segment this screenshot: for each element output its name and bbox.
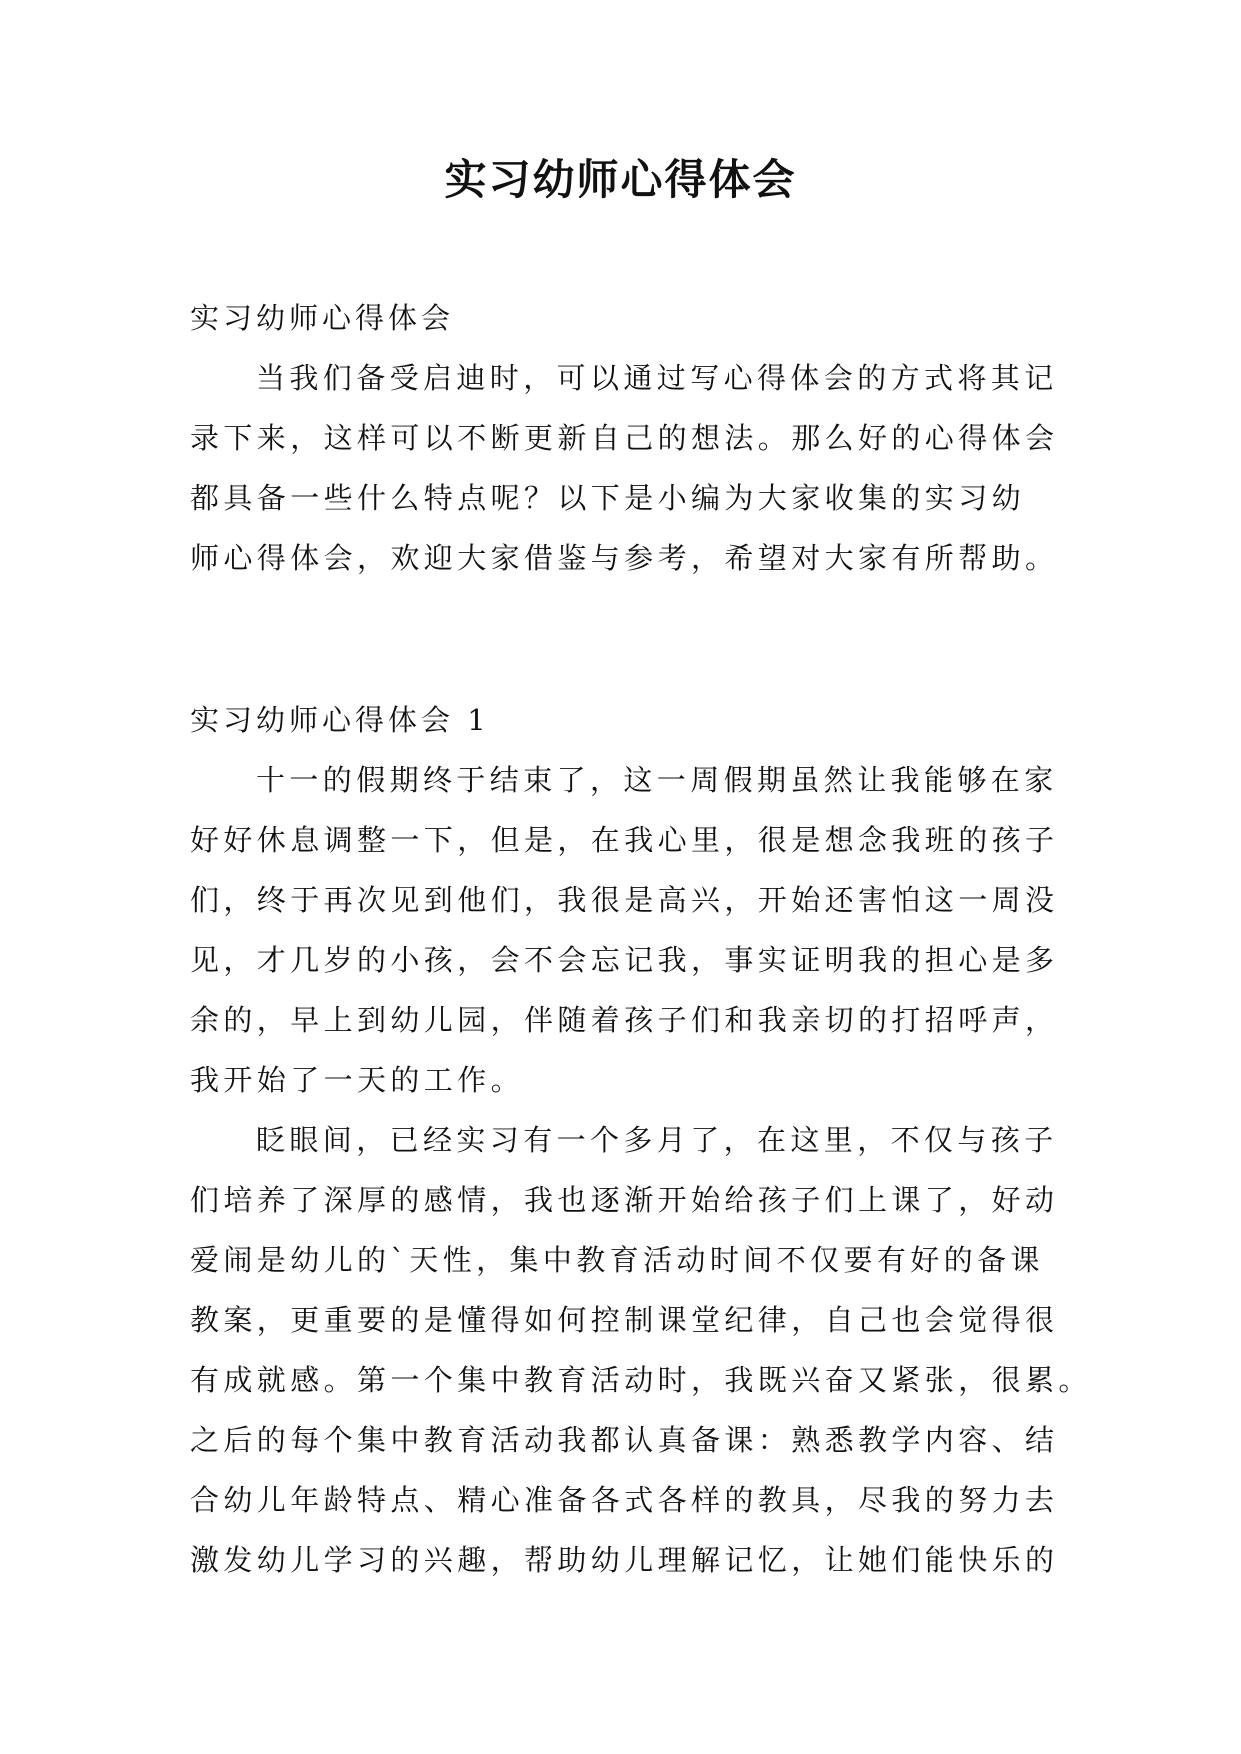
section-1-paragraph-2 [190,1110,1092,1590]
intro-line: 当我们备受启迪时，可以通过写心得体会的方式将其记 [256,361,1058,395]
paragraph-line: 爱闹是幼儿的`天性，集中教育活动时间不仅要有好的备课 [190,1243,1044,1277]
paragraph-line: 好好休息调整一下，但是，在我心里，很是想念我班的孩子 [190,823,1059,857]
section-1-paragraph-1 [190,750,1070,1110]
paragraph-line: 教案，更重要的是懂得如何控制课堂纪律，自己也会觉得很 [190,1303,1059,1337]
paragraph-line: 们培养了深厚的感情，我也逐渐开始给孩子们上课了，好动 [190,1183,1059,1217]
section-1-heading: 实习幼师心得体会 1 [190,703,490,737]
document-title: 实习幼师心得体会 [444,155,797,204]
intro-heading: 实习幼师心得体会 [190,301,455,335]
intro-line: 都具备一些什么特点呢？以下是小编为大家收集的实习幼 [190,481,1026,515]
paragraph-line: 余的，早上到幼儿园，伴随着孩子们和我亲切的打招呼声， [190,1003,1059,1037]
intro-line: 师心得体会，欢迎大家借鉴与参考，希望对大家有所帮助。 [190,541,1059,575]
intro-line: 录下来，这样可以不断更新自己的想法。那么好的心得体会 [190,421,1059,455]
paragraph-line: 有成就感。第一个集中教育活动时，我既兴奋又紧张，很累。 [190,1363,1092,1397]
paragraph-line: 我开始了一天的工作。 [190,1063,525,1097]
intro-section [190,288,1070,588]
paragraph-line: 们，终于再次见到他们，我很是高兴，开始还害怕这一周没 [190,883,1059,917]
paragraph-line: 之后的每个集中教育活动我都认真备课：熟悉教学内容、结 [190,1423,1059,1457]
paragraph-line: 合幼儿年龄特点、精心准备各式各样的教具，尽我的努力去 [190,1483,1059,1517]
paragraph-line: 十一的假期终于结束了，这一周假期虽然让我能够在家 [256,763,1058,797]
paragraph-line: 激发幼儿学习的兴趣，帮助幼儿理解记忆，让她们能快乐的 [190,1543,1059,1577]
paragraph-line: 眨眼间，已经实习有一个多月了，在这里，不仅与孩子 [256,1123,1058,1157]
paragraph-line: 见，才几岁的小孩，会不会忘记我，事实证明我的担心是多 [190,943,1059,977]
section-1 [190,690,1092,1590]
